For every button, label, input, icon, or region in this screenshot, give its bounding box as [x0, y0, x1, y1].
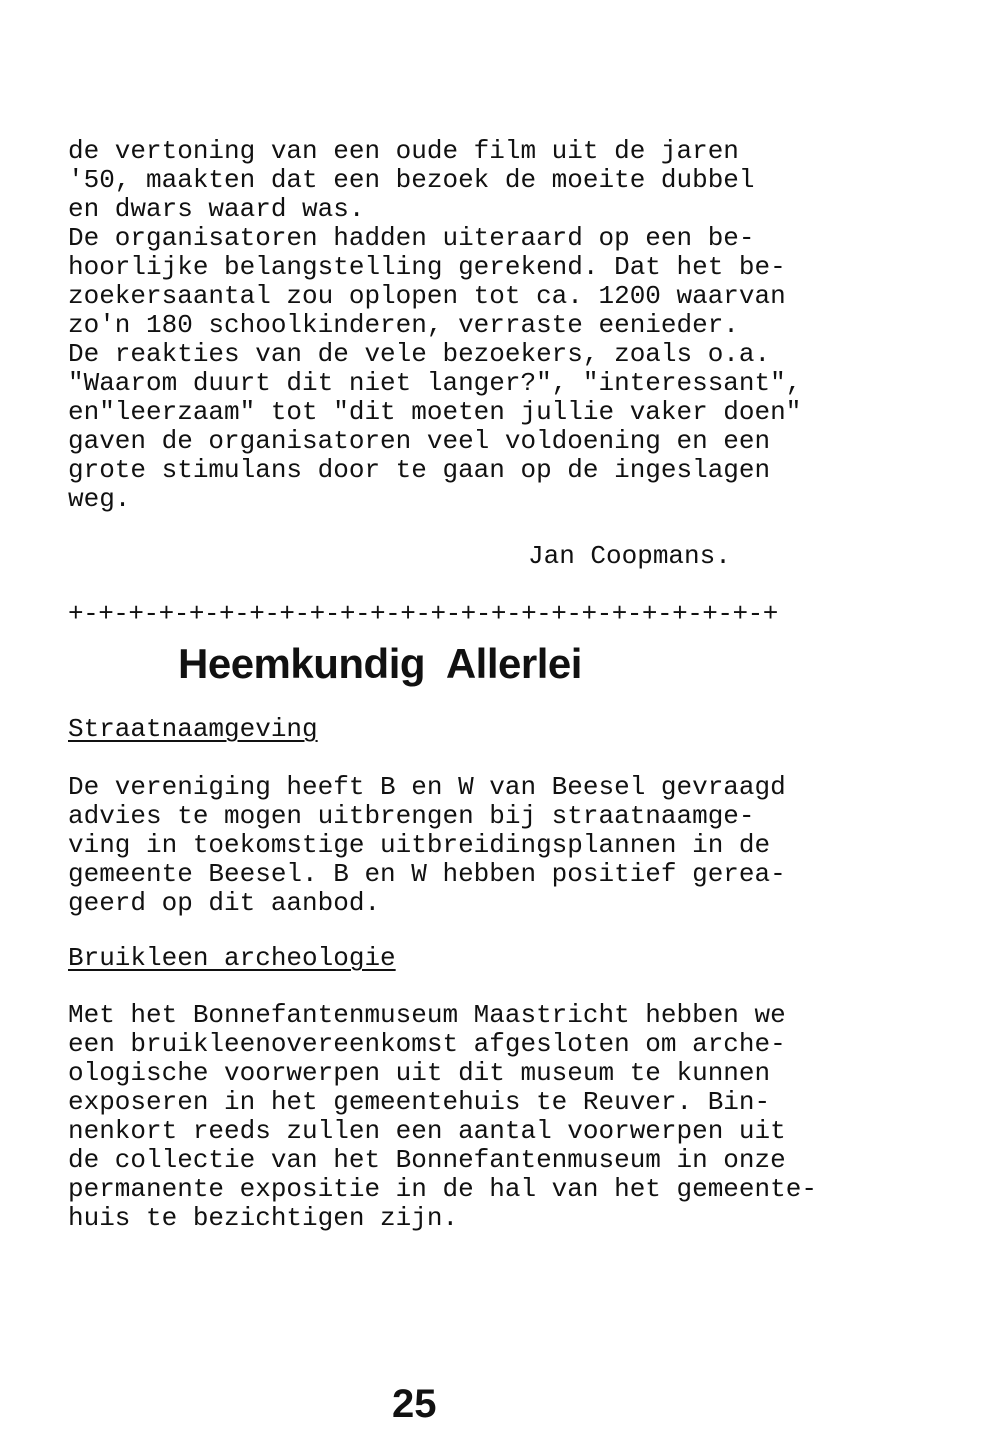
intro-line: "Waarom duurt dit niet langer?", "interessant", — [68, 368, 802, 398]
paragraph-line: permanente expositie in de hal van het gemeente- — [68, 1174, 817, 1204]
intro-line: De organisatoren hadden uiteraard op een be- — [68, 223, 755, 253]
heading-bruikleen-archeologie: Bruikleen archeologie — [68, 943, 396, 973]
paragraph-line: ving in toekomstige uitbreidingsplannen in de — [68, 830, 771, 860]
paragraph-line: ologische voorwerpen uit dit museum te kunnen — [68, 1058, 771, 1088]
intro-line: '50, maakten dat een bezoek de moeite dubbel — [68, 165, 755, 195]
plus-divider: +-+-+-+-+-+-+-+-+-+-+-+-+-+-+-+-+-+-+-+-+-+-+-+ — [68, 599, 778, 629]
intro-line: weg. — [68, 484, 131, 514]
author-signature: Jan Coopmans. — [528, 541, 731, 571]
intro-line: en"leerzaam" tot "dit moeten jullie vaker doen" — [68, 397, 802, 427]
paragraph-line: gemeente Beesel. B en W hebben positief gerea- — [68, 859, 786, 889]
page-number: 25 — [392, 1382, 437, 1426]
paragraph-line: een bruikleenovereenkomst afgesloten om arche- — [68, 1029, 786, 1059]
paragraph-line: huis te bezichtigen zijn. — [68, 1203, 459, 1233]
intro-line: De reakties van de vele bezoekers, zoals o.a. — [68, 339, 771, 369]
paragraph-line: exposeren in het gemeentehuis te Reuver. Bin- — [68, 1087, 771, 1117]
paragraph-line: De vereniging heeft B en W van Beesel gevraagd — [68, 772, 786, 802]
intro-line: de vertoning van een oude film uit de jaren — [68, 136, 739, 166]
intro-line: hoorlijke belangstelling gerekend. Dat het be- — [68, 252, 786, 282]
intro-line: zoekersaantal zou oplopen tot ca. 1200 waarvan — [68, 281, 786, 311]
intro-line: grote stimulans door te gaan op de ingeslagen — [68, 455, 771, 485]
intro-line: zo'n 180 schoolkinderen, verraste eenieder. — [68, 310, 739, 340]
paragraph-line: geerd op dit aanbod. — [68, 888, 381, 918]
paragraph-line: de collectie van het Bonnefantenmuseum in onze — [68, 1145, 786, 1175]
intro-line: en dwars waard was. — [68, 194, 365, 224]
paragraph-line: nenkort reeds zullen een aantal voorwerpen uit — [68, 1116, 786, 1146]
section-title: Heemkundig Allerlei — [178, 640, 582, 687]
intro-line: gaven de organisatoren veel voldoening en een — [68, 426, 771, 456]
paragraph-line: advies te mogen uitbrengen bij straatnaamge- — [68, 801, 755, 831]
paragraph-line: Met het Bonnefantenmuseum Maastricht hebben we — [68, 1000, 786, 1030]
heading-straatnaamgeving: Straatnaamgeving — [68, 714, 318, 744]
